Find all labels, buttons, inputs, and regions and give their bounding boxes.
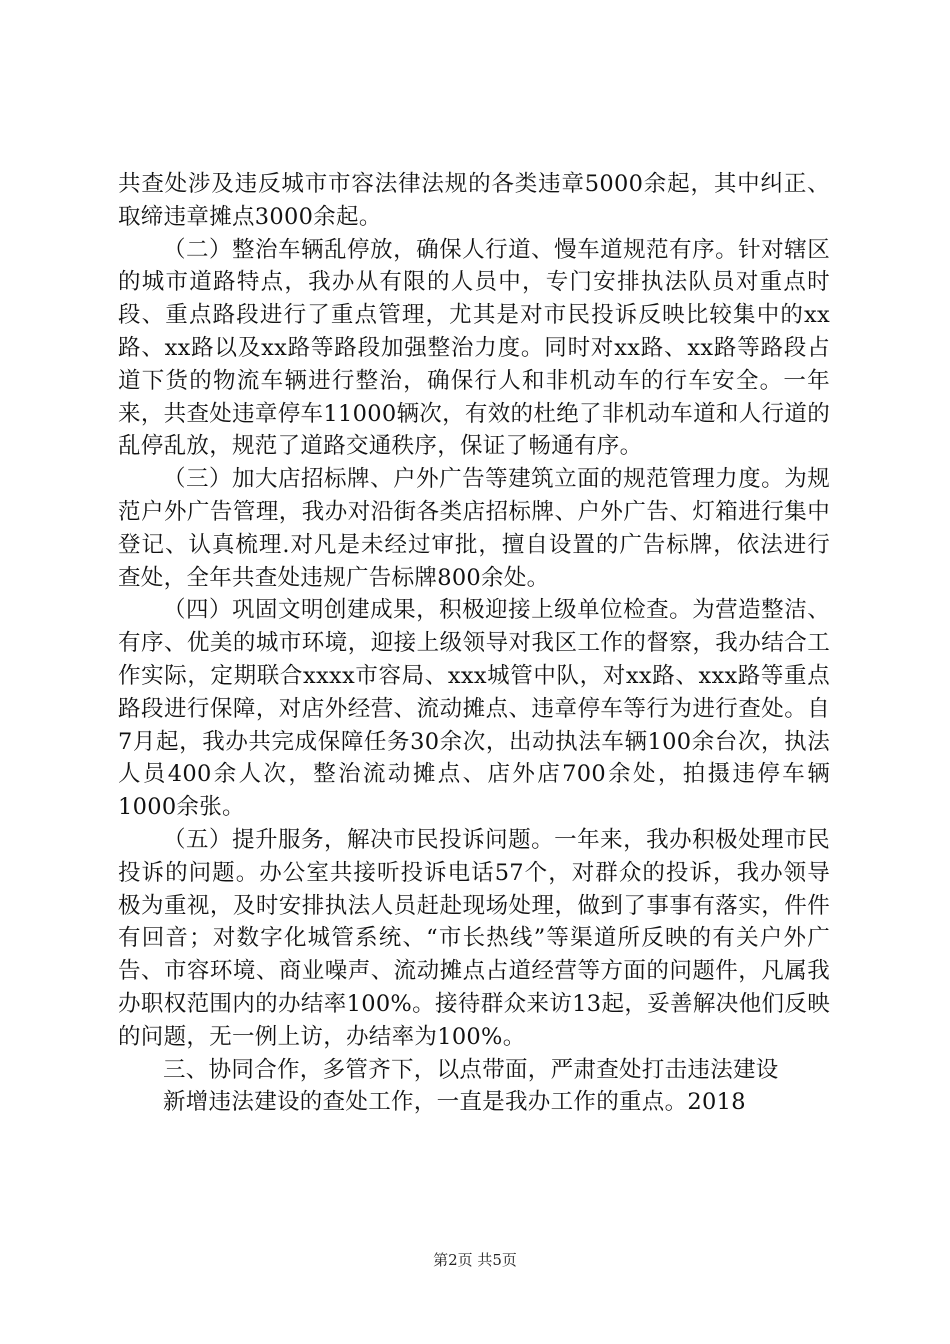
paragraph-section-4: （四）巩固文明创建成果，积极迎接上级单位检查。为营造整洁、有序、优美的城市环境，迎接上级领导对我区工作的督察，我办结合工作实际，定期联合xxxx市容局、xxx城管中队，对xx路、xxx路等重点路段进行保障，对店外经营、流动摊点、违章停车等行为进行查处。自7月起，我办共完成保障任务30余次，出动执法车辆100余台次，执法人员400余人次，整治流动摊点、店外店700余处，拍摄违停车辆1000余张。 [118,597,830,821]
section-heading-3: 三、协同合作，多管齐下，以点带面，严肃查处打击违法建设 [163,1056,779,1083]
paragraph-section-3-intro: 新增违法建设的查处工作，一直是我办工作的重点。2018 [163,1089,746,1116]
paragraph-section-2: （二）整治车辆乱停放，确保人行道、慢车道规范有序。针对辖区的城市道路特点，我办从有限的人员中，专门安排执法队员对重点时段、重点路段进行了重点管理，尤其是对市民投诉反映比较集中的xx路、xx路以及xx路等路段加强整治力度。同时对xx路、xx路等路段占道下货的物流车辆进行整治，确保行人和非机动车的行车安全。一年来，共查处违章停车11000辆次，有效的杜绝了非机动车道和人行道的乱停乱放，规范了道路交通秩序，保证了畅通有序。 [118,236,830,460]
page-number-footer: 第2页 共5页 [433,1251,517,1269]
paragraph-continuation: 共查处涉及违反城市市容法律法规的各类违章5000余起，其中纠正、取缔违章摊点3000余起。 [118,171,830,230]
document-body [118,168,830,1119]
paragraph-section-3: （三）加大店招标牌、户外广告等建筑立面的规范管理力度。为规范户外广告管理，我办对沿街各类店招标牌、户外广告、灯箱进行集中登记、认真梳理.对凡是未经过审批，擅自设置的广告标牌，依法进行查处，全年共查处违规广告标牌800余处。 [118,466,830,591]
paragraph-section-5: （五）提升服务，解决市民投诉问题。一年来，我办积极处理市民投诉的问题。办公室共接听投诉电话57个，对群众的投诉，我办领导极为重视，及时安排执法人员赶赴现场处理，做到了事事有落实，件件有回音；对数字化城管系统、“市长热线”等渠道所反映的有关户外广告、市容环境、商业噪声、流动摊点占道经营等方面的问题件，凡属我办职权范围内的办结率100%。接待群众来访13起，妥善解决他们反映的问题，无一例上访，办结率为100%。 [118,826,830,1050]
